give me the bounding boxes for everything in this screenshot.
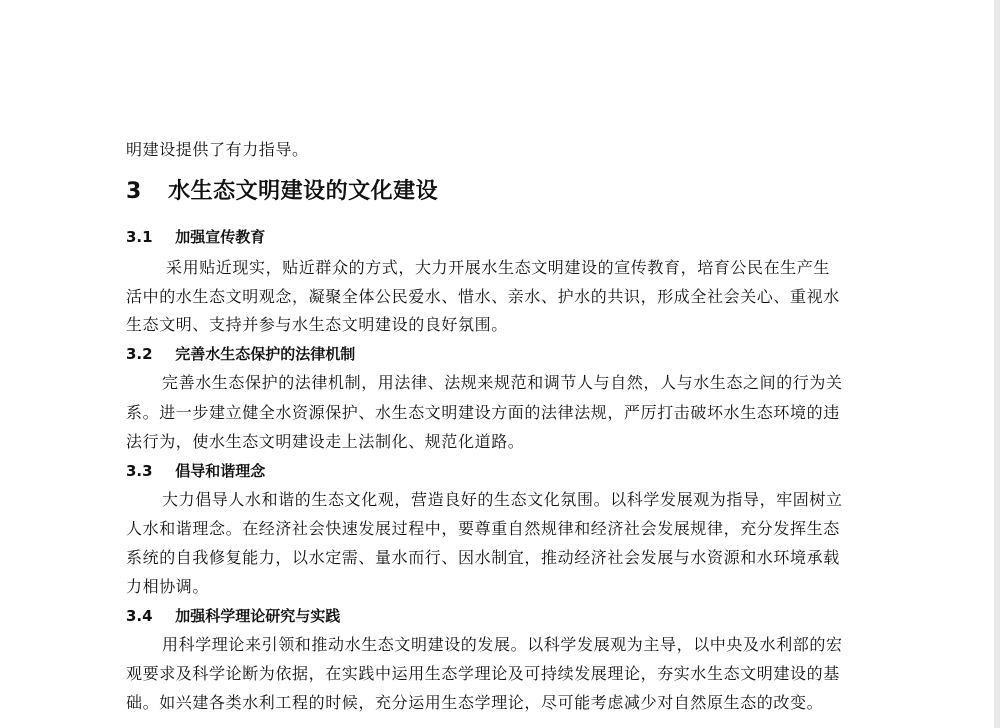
subsection-number: 3.1 (126, 228, 153, 246)
scan-edge-shadow (994, 0, 1000, 728)
subsection-title: 加强科学理论研究与实践 (175, 607, 341, 625)
section-heading (126, 178, 438, 206)
paragraph-line: 观要求及科学论断为依据，在实践中运用生态学理论及可持续发展理论，夯实水生态文明建设的基 (126, 664, 840, 683)
subsection-number: 3.2 (126, 345, 153, 363)
paragraph-line: 系统的自我修复能力，以水定需、量水而行、因水制宜，推动经济社会发展与水资源和水环境承载 (126, 548, 840, 567)
subsection-heading-3-1 (126, 227, 265, 247)
subsection-title: 完善水生态保护的法律机制 (175, 345, 356, 363)
section-number: 3 (126, 179, 142, 204)
paragraph-line: 生态文明、支持并参与水生态文明建设的良好氛围。 (126, 315, 508, 334)
paragraph-line: 础。如兴建各类水利工程的时候，充分运用生态学理论，尽可能考虑减少对自然原生态的改变。 (126, 693, 824, 712)
subsection-heading-3-4 (126, 606, 340, 626)
subsection-heading-3-3 (126, 461, 265, 481)
top-continuation-line: 明建设提供了有力指导。 (126, 140, 309, 159)
paragraph-line: 活中的水生态文明观念，凝聚全体公民爱水、惜水、亲水、护水的共识，形成全社会关心、重视水 (126, 287, 840, 306)
section-title: 水生态文明建设的文化建设 (168, 179, 439, 204)
subsection-number: 3.4 (126, 607, 153, 625)
paragraph-line: 法行为，使水生态文明建设走上法制化、规范化道路。 (126, 432, 525, 451)
paragraph-line: 系。进一步建立健全水资源保护、水生态文明建设方面的法律法规，严厉打击破坏水生态环境的违 (126, 403, 840, 422)
paragraph-line: 完善水生态保护的法律机制，用法律、法规来规范和调节人与自然，人与水生态之间的行为关 (162, 373, 843, 392)
paragraph-line: 大力倡导人水和谐的生态文化观，营造良好的生态文化氛围。以科学发展观为指导，牢固树立 (162, 490, 843, 509)
paragraph-line: 采用贴近现实，贴近群众的方式，大力开展水生态文明建设的宣传教育，培育公民在生产生 (166, 258, 831, 277)
paragraph-line: 人水和谐理念。在经济社会快速发展过程中，要尊重自然规律和经济社会发展规律，充分发挥生态 (126, 519, 840, 538)
subsection-heading-3-2 (126, 344, 355, 364)
paragraph-line: 用科学理论来引领和推动水生态文明建设的发展。以科学发展观为主导，以中央及水利部的宏 (162, 635, 843, 654)
subsection-title: 加强宣传教育 (175, 228, 266, 246)
subsection-title: 倡导和谐理念 (175, 462, 266, 480)
paragraph-line: 力相协调。 (126, 577, 210, 596)
subsection-number: 3.3 (126, 462, 153, 480)
